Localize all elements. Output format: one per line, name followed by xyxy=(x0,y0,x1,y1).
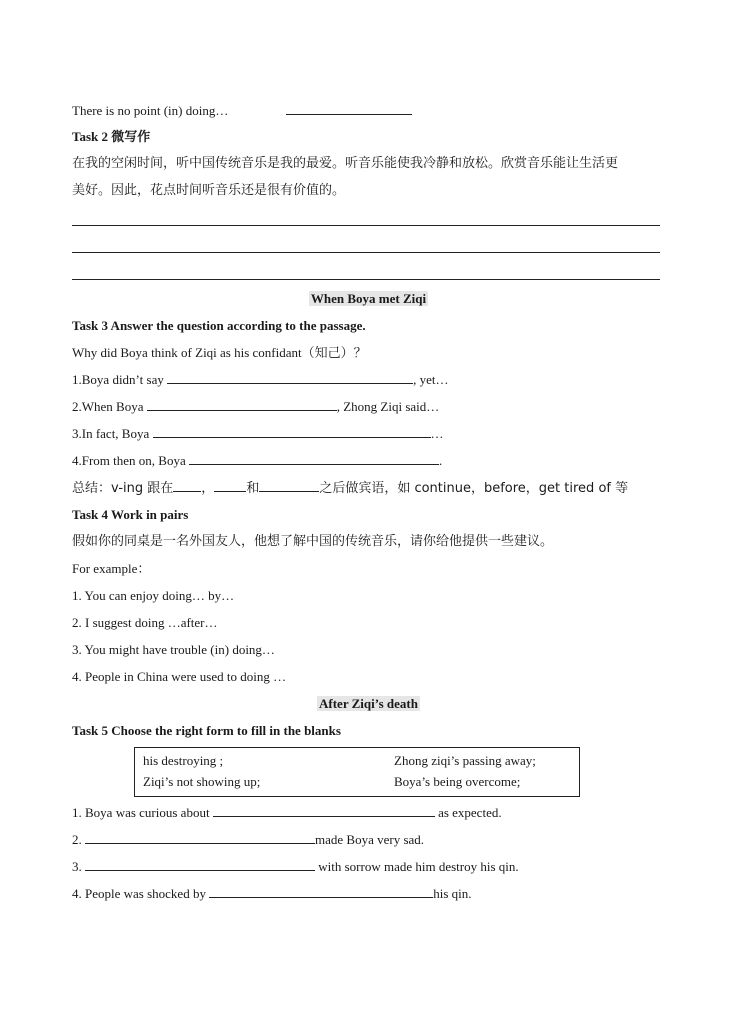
word-bank-box xyxy=(134,747,580,797)
word-bank-option: Ziqi’s not showing up; xyxy=(143,774,261,789)
task5-item-2: 2. made Boya very sad. xyxy=(72,832,425,847)
task5-item-3: 3. with sorrow made him destroy his qin. xyxy=(72,859,519,874)
section-heading-boya-met-ziqi: When Boya met Ziqi xyxy=(310,291,427,306)
answer-blank[interactable] xyxy=(153,425,431,438)
task3-item-4: 4.From then on, Boya . xyxy=(72,453,443,468)
task5-item-4: 4. People was shocked by his qin. xyxy=(72,886,472,901)
writing-line-2[interactable] xyxy=(72,252,660,253)
word-bank-option: Boya’s being overcome; xyxy=(394,774,521,789)
task4-example-3: 3. You might have trouble (in) doing… xyxy=(72,642,275,657)
task2-prompt-line1: 在我的空闲时间，听中国传统音乐是我的最爱。听音乐能使我冷静和放松。欣赏音乐能让生活更 xyxy=(72,156,619,171)
writing-line-1[interactable] xyxy=(72,225,660,226)
task4-example-1: 1. You can enjoy doing… by… xyxy=(72,588,235,603)
answer-blank[interactable] xyxy=(167,371,413,384)
answer-blank[interactable] xyxy=(213,804,435,817)
answer-blank[interactable] xyxy=(214,479,246,492)
answer-blank[interactable] xyxy=(85,858,315,871)
task5-item-1: 1. Boya was curious about as expected. xyxy=(72,805,502,820)
task4-title: Task 4 Work in pairs xyxy=(72,507,189,522)
task2-prompt-line2: 美好。因此，花点时间听音乐还是很有价值的。 xyxy=(72,183,346,198)
task3-title: Task 3 Answer the question according to the passage. xyxy=(72,318,366,333)
task4-instruction: 假如你的同桌是一名外国友人，他想了解中国的传统音乐，请你给他提供一些建议。 xyxy=(72,534,554,549)
answer-blank[interactable] xyxy=(147,398,337,411)
task4-example-4: 4. People in China were used to doing … xyxy=(72,669,287,684)
answer-blank[interactable] xyxy=(173,479,201,492)
word-bank-option: Zhong ziqi’s passing away; xyxy=(394,753,536,768)
task3-item-3: 3.In fact, Boya … xyxy=(72,426,444,441)
task3-question: Why did Boya think of Ziqi as his confidant（知己）？ xyxy=(72,345,367,360)
answer-blank[interactable] xyxy=(85,831,315,844)
task1-sentence-pattern: There is no point (in) doing… xyxy=(72,102,412,120)
section-heading-after-ziqi-death: After Ziqi’s death xyxy=(319,696,418,711)
answer-blank[interactable] xyxy=(259,479,319,492)
word-bank-option: his destroying ; xyxy=(143,753,224,768)
answer-blank[interactable] xyxy=(286,102,412,115)
task3-item-1: 1.Boya didn’t say , yet… xyxy=(72,372,449,387)
answer-blank[interactable] xyxy=(189,452,439,465)
task3-summary: 总结：v-ing 跟在 ， 和 之后做宾语，如 continue，before，get tired of 等 xyxy=(72,481,629,496)
task4-example-2: 2. I suggest doing …after… xyxy=(72,615,218,630)
task3-item-2: 2.When Boya , Zhong Ziqi said… xyxy=(72,399,440,414)
writing-line-3[interactable] xyxy=(72,279,660,280)
task2-title: Task 2 微写作 xyxy=(72,129,151,144)
answer-blank[interactable] xyxy=(209,885,433,898)
task4-example-label: For example： xyxy=(72,561,151,576)
task5-title: Task 5 Choose the right form to fill in the blanks xyxy=(72,723,341,738)
